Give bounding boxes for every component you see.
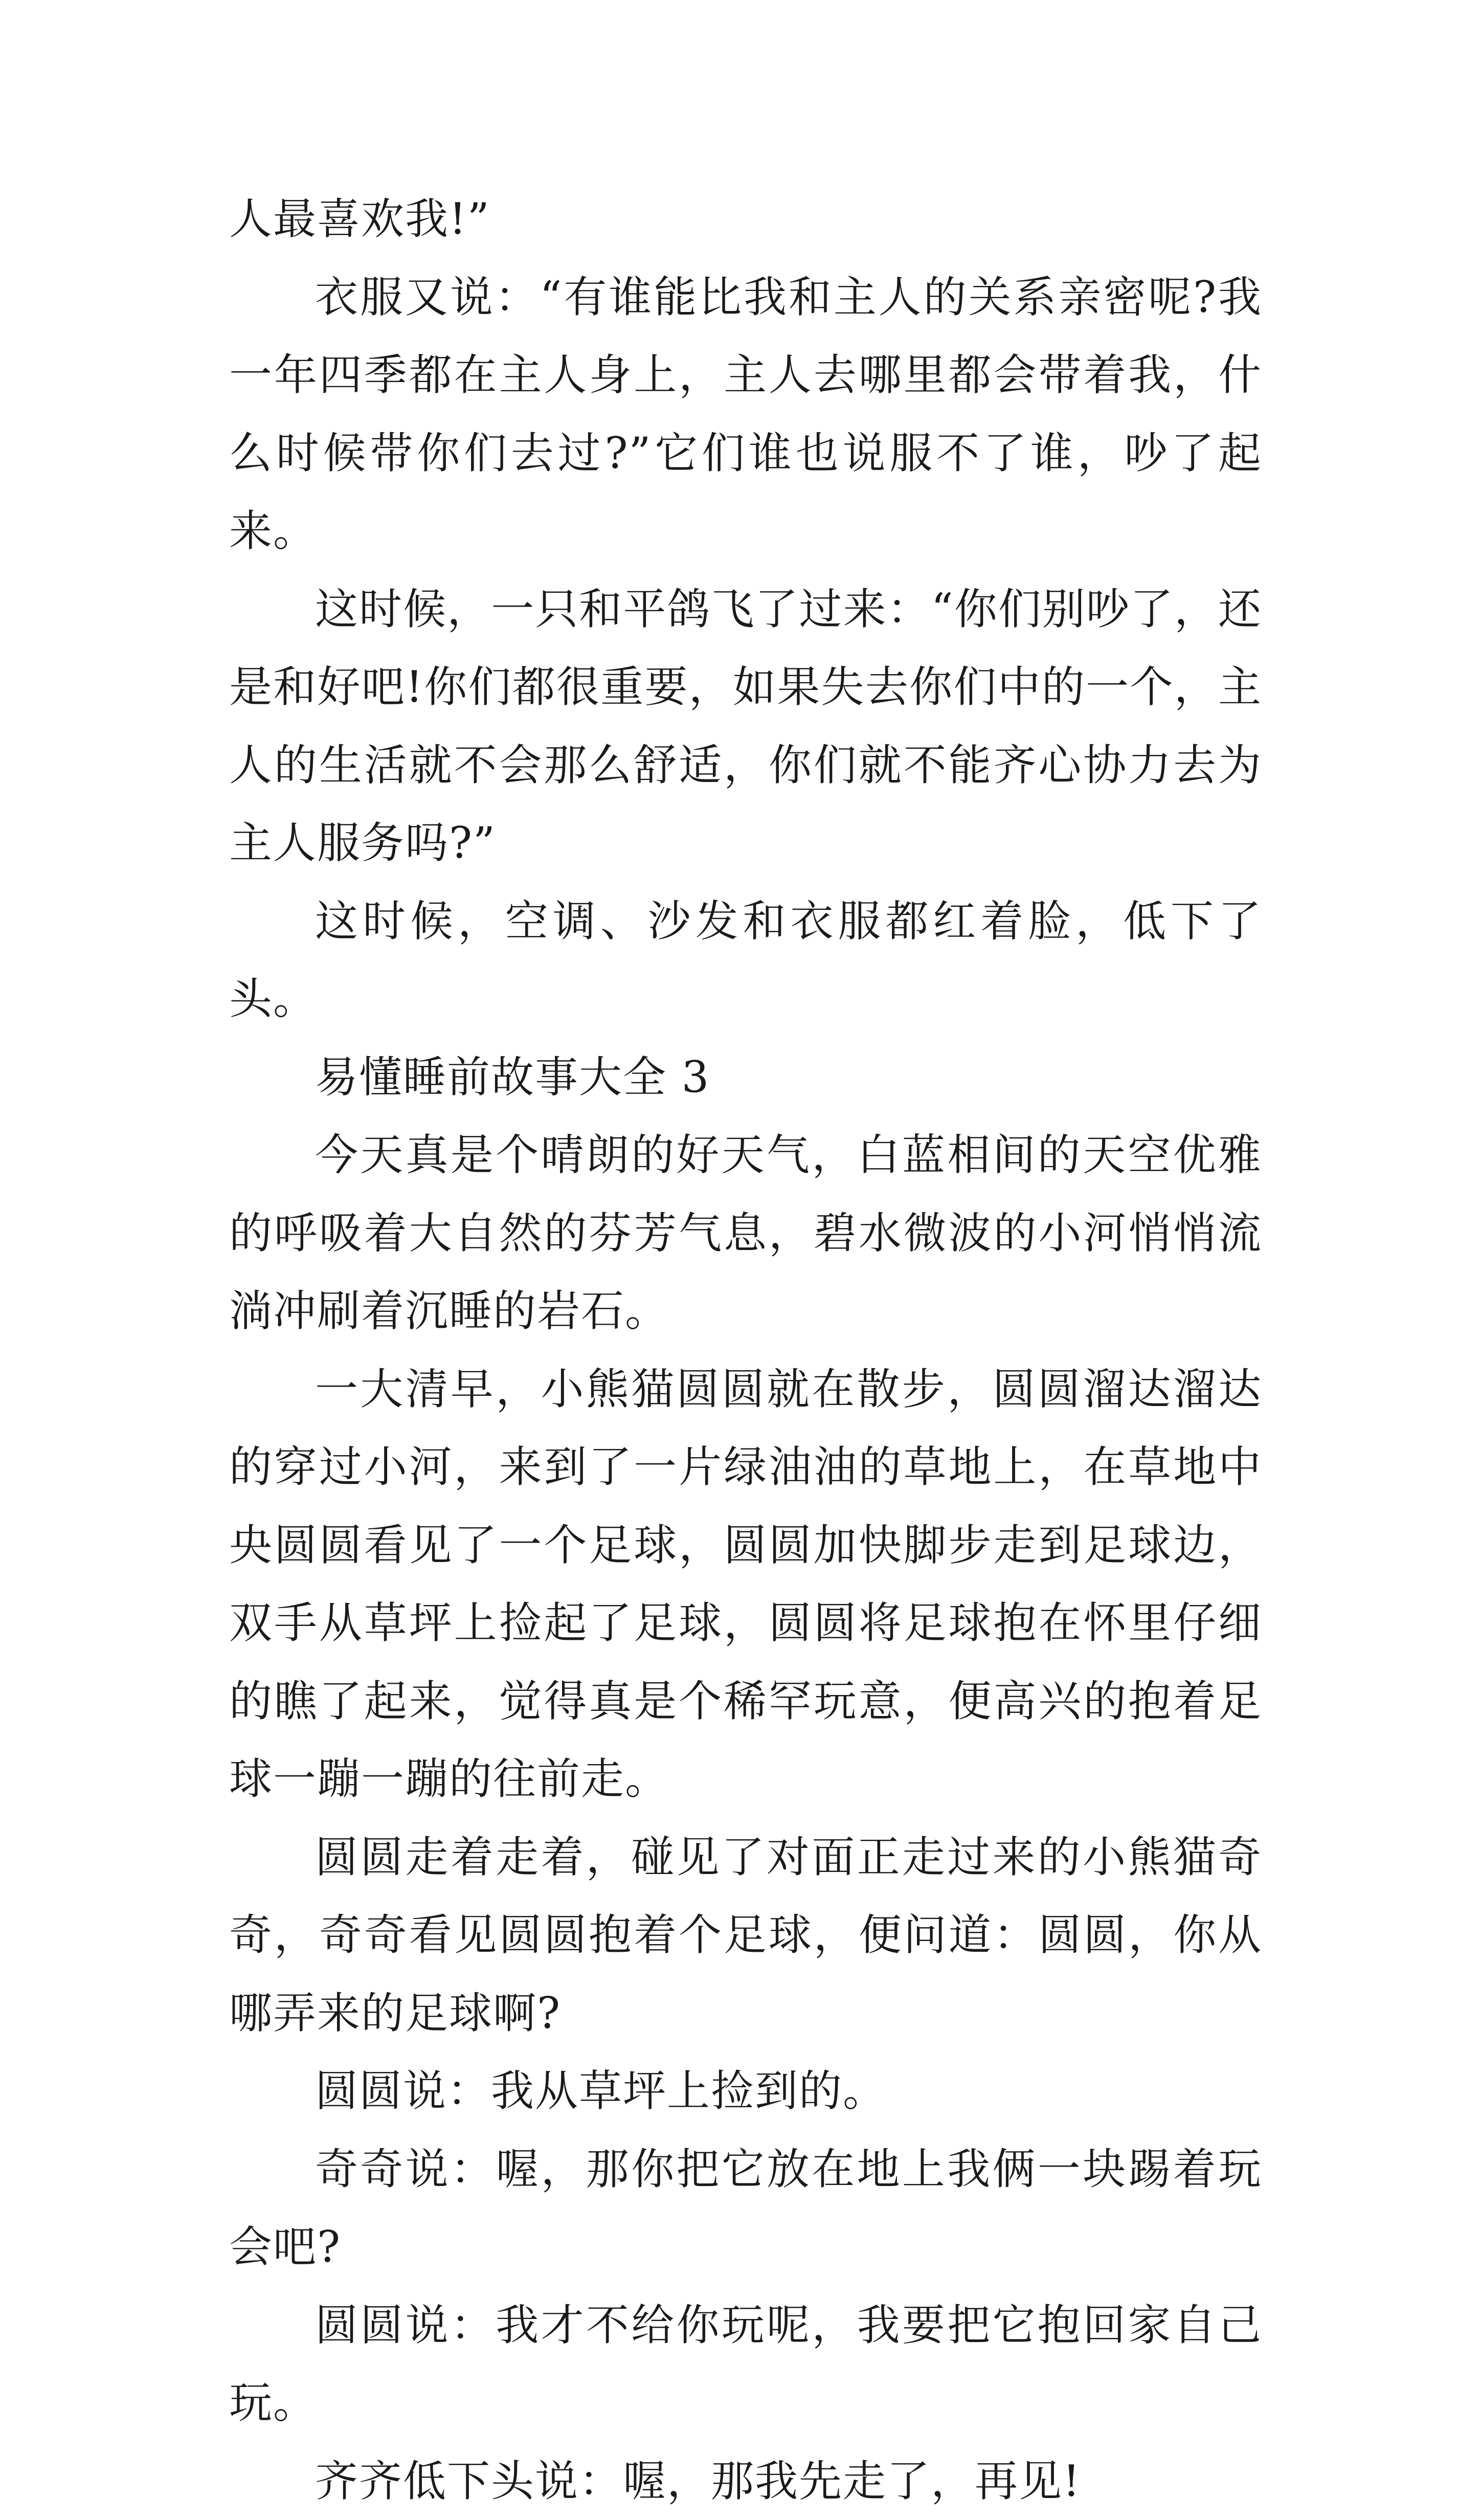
paragraph-dialogue-2: 奇奇说：喔，那你把它放在地上我俩一块踢着玩会吧? xyxy=(229,2130,1262,2286)
story-heading: 易懂睡前故事大全 3 xyxy=(229,1038,1262,1117)
paragraph-morning-walk: 一大清早，小熊猫圆圆就在散步，圆圆溜达溜达的穿过小河，来到了一片绿油油的草地上，在草地中央圆圆看见了一个足球，圆圆加快脚步走到足球边，双手从草坪上捡起了足球，圆圆将足球抱在怀里仔细的瞧了起来，觉得真是个稀罕玩意，便高兴的抱着足球一蹦一蹦的往前走。 xyxy=(229,1350,1262,1818)
story-text xyxy=(229,180,1262,2520)
paragraph-meet-qiqi: 圆圆走着走着，碰见了对面正走过来的小熊猫奇奇，奇奇看见圆圆抱着个足球，便问道：圆圆，你从哪弄来的足球啊? xyxy=(229,1818,1262,2053)
paragraph-dialogue-3: 圆圆说：我才不给你玩呢，我要把它抱回家自己玩。 xyxy=(229,2286,1262,2442)
paragraph-ending: 这时候，空调、沙发和衣服都红着脸，低下了头。 xyxy=(229,882,1262,1038)
paragraph-dialogue-1: 圆圆说：我从草坪上捡到的。 xyxy=(229,2052,1262,2130)
paragraph-clothes-speaks: 衣服又说：“有谁能比我和主人的关系亲密呢?我一年四季都在主人身上，主人去哪里都会带着我，什么时候带你们去过?”它们谁也说服不了谁，吵了起来。 xyxy=(229,258,1262,570)
paragraph-continuation: 人最喜欢我!” xyxy=(229,180,1262,258)
paragraph-dove-speaks: 这时候，一只和平鸽飞了过来：“你们别吵了，还是和好吧!你们都很重要，如果失去你们中的一个，主人的生活就不会那么舒适，你们就不能齐心协力去为主人服务吗?” xyxy=(229,570,1262,882)
paragraph-weather: 今天真是个晴朗的好天气，白蓝相间的天空优雅的呼吸着大自然的芬芳气息，碧水微波的小河悄悄流淌冲刷着沉睡的岩石。 xyxy=(229,1116,1262,1350)
paragraph-dialogue-4: 齐齐低下头说：喔，那我先走了，再见! xyxy=(229,2442,1262,2520)
